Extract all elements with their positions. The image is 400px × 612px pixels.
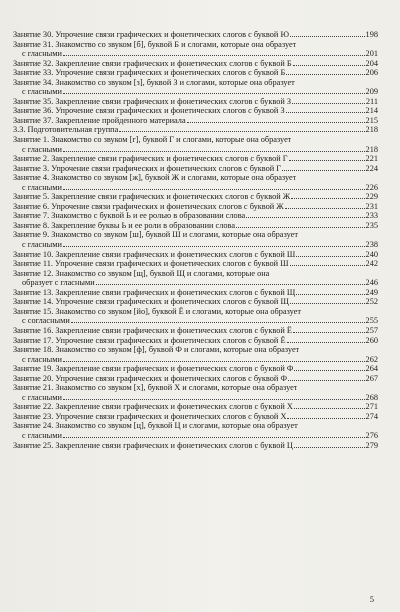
dot-leader bbox=[289, 160, 365, 161]
toc-entry bbox=[13, 78, 378, 88]
dot-leader bbox=[63, 246, 365, 247]
dot-leader bbox=[246, 217, 364, 218]
dot-leader bbox=[285, 208, 365, 209]
dot-leader bbox=[96, 284, 365, 285]
toc-entry bbox=[13, 393, 378, 403]
dot-leader bbox=[187, 122, 365, 123]
toc-entry-title: с гласными bbox=[22, 392, 62, 402]
toc-entry-page: 267 bbox=[365, 373, 378, 383]
dot-leader bbox=[286, 74, 364, 75]
toc-entry bbox=[13, 30, 378, 40]
toc-entry-title: с гласными bbox=[22, 182, 62, 192]
toc-entry-title: Занятие 9. Знакомство со звуком [ш], буквой Ш и слогами, которые она образует bbox=[13, 230, 298, 240]
toc-entry-title: Занятие 25. Закрепление связи графических и фонетических слогов с буквой Ц bbox=[13, 440, 293, 450]
toc-entry bbox=[13, 383, 378, 393]
toc-entry bbox=[13, 87, 378, 97]
dot-leader bbox=[286, 112, 365, 113]
page-number: 5 bbox=[369, 594, 374, 604]
toc-entry bbox=[13, 316, 378, 326]
toc-entry-title: Занятие 34. Знакомство со звуком [з], буквой З и слогами, которые она образует bbox=[13, 77, 295, 87]
dot-leader bbox=[63, 55, 365, 56]
dot-leader bbox=[296, 294, 364, 295]
toc-entry bbox=[13, 135, 378, 145]
toc-entry-title: Занятие 14. Упрочение связи графических и фонетических слогов с буквой Щ bbox=[13, 297, 289, 307]
toc-entry-page: 260 bbox=[365, 335, 378, 345]
toc-entry-page: 224 bbox=[365, 163, 378, 173]
toc-entry-title: с гласными bbox=[22, 87, 62, 97]
table-of-contents bbox=[13, 30, 378, 450]
toc-entry-title: Занятие 21. Знакомство со звуком [х], буквой Х и слогами, которые она образует bbox=[13, 383, 298, 393]
toc-entry-page: 221 bbox=[365, 154, 378, 164]
toc-entry-page: 235 bbox=[365, 220, 378, 230]
toc-entry bbox=[13, 106, 378, 116]
toc-entry-page: 218 bbox=[365, 125, 378, 135]
toc-entry bbox=[13, 402, 378, 412]
toc-entry-title: Занятие 23. Упрочение связи графических и фонетических слогов с буквой Х bbox=[13, 411, 287, 421]
dot-leader bbox=[294, 370, 364, 371]
toc-entry-title: Занятие 31. Знакомство со звуком [б], буквой Б и слогами, которые она образует bbox=[13, 39, 297, 49]
toc-entry-page: 240 bbox=[365, 249, 378, 259]
toc-entry-title: Занятие 15. Знакомство со звуком [йо], буквой Ё и слогами, которые она образует bbox=[13, 306, 301, 316]
toc-entry-title: с гласными bbox=[22, 430, 62, 440]
toc-entry-title: Занятие 7. Знакомство с буквой Ь и ее ролью в образовании слова bbox=[13, 211, 246, 221]
dot-leader bbox=[287, 342, 365, 343]
toc-entry bbox=[13, 374, 378, 384]
toc-entry-page: 231 bbox=[365, 201, 378, 211]
toc-entry-page: 264 bbox=[365, 364, 378, 374]
toc-entry-title: Занятие 36. Упрочение связи графических и фонетических слогов с буквой З bbox=[13, 106, 285, 116]
toc-entry-title: с гласными bbox=[22, 354, 62, 364]
toc-entry bbox=[13, 336, 378, 346]
dot-leader bbox=[288, 380, 365, 381]
dot-leader bbox=[287, 418, 364, 419]
toc-entry-title: Занятие 30. Упрочение связи графических и фонетических слогов с буквой Ю bbox=[13, 30, 289, 39]
toc-entry bbox=[13, 211, 378, 221]
toc-entry-page: 238 bbox=[365, 240, 378, 250]
toc-entry bbox=[13, 355, 378, 365]
toc-entry-page: 276 bbox=[365, 430, 378, 440]
toc-entry-title: 3.3. Подготовительная группа bbox=[13, 125, 119, 135]
toc-entry-page: 214 bbox=[365, 106, 378, 116]
toc-entry-title: Занятие 19. Закрепление связи графических и фонетических слогов с буквой Ф bbox=[13, 364, 294, 374]
toc-entry-title: Занятие 20. Упрочение связи графических и фонетических слогов с буквой Ф bbox=[13, 373, 288, 383]
toc-entry-page: 246 bbox=[365, 278, 378, 288]
toc-entry-title: Занятие 8. Закрепление буквы Ь и ее роли в образовании слова bbox=[13, 220, 236, 230]
toc-entry bbox=[13, 68, 378, 78]
toc-entry bbox=[13, 221, 378, 231]
toc-entry-title: с гласными bbox=[22, 144, 62, 154]
toc-entry-title: с гласными bbox=[22, 49, 62, 59]
toc-entry-page: 209 bbox=[365, 87, 378, 97]
toc-entry-page: 215 bbox=[365, 115, 378, 125]
toc-entry bbox=[13, 59, 378, 69]
toc-entry-page: 242 bbox=[365, 259, 378, 269]
toc-entry-page: 249 bbox=[365, 287, 378, 297]
dot-leader bbox=[290, 303, 365, 304]
toc-entry-title: Занятие 32. Закрепление связи графических и фонетических слогов с буквой Б bbox=[13, 58, 292, 68]
toc-entry-page: 262 bbox=[365, 354, 378, 364]
dot-leader bbox=[292, 103, 365, 104]
toc-entry-title: Занятие 6. Упрочение связи графических и фонетических слогов с буквой Ж bbox=[13, 201, 284, 211]
toc-entry bbox=[13, 364, 378, 374]
dot-leader bbox=[290, 36, 365, 37]
toc-entry-title: образует с гласными bbox=[22, 278, 95, 288]
toc-entry-title: Занятие 22. Закрепление связи графических и фонетических слогов с буквой Х bbox=[13, 402, 293, 412]
toc-entry bbox=[13, 421, 378, 431]
toc-entry bbox=[13, 183, 378, 193]
toc-entry-title: Занятие 11. Упрочение связи графических и фонетических слогов с буквой Ш bbox=[13, 259, 289, 269]
toc-entry bbox=[13, 202, 378, 212]
toc-entry-title: Занятие 13. Закрепление связи графических и фонетических слогов с буквой Щ bbox=[13, 287, 296, 297]
toc-entry bbox=[13, 97, 378, 107]
toc-entry-title: Занятие 18. Знакомство со звуком [ф], буквой Ф и слогами, которые она образует bbox=[13, 345, 300, 355]
toc-entry-page: 252 bbox=[365, 297, 378, 307]
toc-entry-title: Занятие 17. Упрочение связи графических и фонетических слогов с буквой Ё bbox=[13, 335, 286, 345]
toc-entry bbox=[13, 154, 378, 164]
toc-entry bbox=[13, 431, 378, 441]
dot-leader bbox=[63, 93, 365, 94]
toc-entry-title: Занятие 16. Закрепление связи графических и фонетических слогов с буквой Ё bbox=[13, 325, 292, 335]
toc-entry bbox=[13, 269, 378, 279]
dot-leader bbox=[63, 189, 365, 190]
toc-entry bbox=[13, 412, 378, 422]
toc-entry-page: 268 bbox=[365, 392, 378, 402]
toc-entry bbox=[13, 49, 378, 59]
dot-leader bbox=[71, 322, 365, 323]
toc-entry-title: Занятие 2. Закрепление связи графических и фонетических слогов с буквой Г bbox=[13, 154, 288, 164]
toc-entry-title: Занятие 12. Знакомство со звуком [щ], буквой Щ и слогами, которые она bbox=[13, 268, 270, 278]
toc-entry bbox=[13, 250, 378, 260]
toc-entry bbox=[13, 345, 378, 355]
dot-leader bbox=[63, 399, 365, 400]
toc-entry bbox=[13, 173, 378, 183]
toc-entry-title: Занятие 1. Знакомство со звуком [г], буквой Г и слогами, которые она образует bbox=[13, 135, 292, 145]
toc-entry-title: Занятие 37. Закрепление пройденного материала bbox=[13, 115, 186, 125]
dot-leader bbox=[291, 198, 364, 199]
toc-entry bbox=[13, 116, 378, 126]
toc-entry bbox=[13, 230, 378, 240]
toc-entry-title: с согласными bbox=[22, 316, 70, 326]
toc-entry-page: 274 bbox=[365, 411, 378, 421]
dot-leader bbox=[63, 151, 365, 152]
toc-entry-page: 229 bbox=[365, 192, 378, 202]
dot-leader bbox=[63, 361, 365, 362]
toc-entry-page: 255 bbox=[365, 316, 378, 326]
toc-entry bbox=[13, 192, 378, 202]
toc-entry-page: 257 bbox=[365, 325, 378, 335]
dot-leader bbox=[293, 65, 365, 66]
toc-entry-title: Занятие 4. Знакомство со звуком [ж], буквой Ж и слогами, которые она образует bbox=[13, 173, 297, 183]
toc-entry bbox=[13, 40, 378, 50]
dot-leader bbox=[282, 170, 364, 171]
toc-entry-page: 206 bbox=[365, 68, 378, 78]
toc-entry-title: Занятие 10. Закрепление связи графических и фонетических слогов с буквой Ш bbox=[13, 249, 296, 259]
dot-leader bbox=[296, 256, 364, 257]
toc-entry bbox=[13, 240, 378, 250]
dot-leader bbox=[119, 131, 364, 132]
toc-entry-title: Занятие 35. Закрепление связи графических и фонетических слогов с буквой З bbox=[13, 96, 292, 106]
toc-entry-page: 211 bbox=[365, 96, 378, 106]
toc-entry-title: Занятие 24. Знакомство со звуком [ц], буквой Ц и слогами, которые она образует bbox=[13, 421, 298, 431]
toc-entry bbox=[13, 441, 378, 451]
toc-entry bbox=[13, 125, 378, 135]
dot-leader bbox=[236, 227, 365, 228]
toc-entry-page: 271 bbox=[365, 402, 378, 412]
toc-entry bbox=[13, 145, 378, 155]
toc-entry bbox=[13, 278, 378, 288]
dot-leader bbox=[63, 437, 365, 438]
toc-entry-title: Занятие 5. Закрепление связи графических и фонетических слогов с буквой Ж bbox=[13, 192, 291, 202]
toc-entry-title: Занятие 3. Упрочение связи графических и фонетических слогов с буквой Г bbox=[13, 163, 282, 173]
toc-entry-title: с гласными bbox=[22, 240, 62, 250]
toc-entry-page: 233 bbox=[365, 211, 378, 221]
toc-entry bbox=[13, 164, 378, 174]
toc-entry-page: 218 bbox=[365, 144, 378, 154]
toc-entry-page: 201 bbox=[365, 49, 378, 59]
toc-entry bbox=[13, 259, 378, 269]
toc-entry-page: 198 bbox=[365, 30, 378, 39]
toc-entry-title: Занятие 33. Упрочение связи графических и фонетических слогов с буквой Б bbox=[13, 68, 286, 78]
toc-entry bbox=[13, 288, 378, 298]
dot-leader bbox=[293, 332, 365, 333]
toc-entry bbox=[13, 307, 378, 317]
dot-leader bbox=[294, 408, 365, 409]
toc-entry bbox=[13, 326, 378, 336]
toc-entry-page: 279 bbox=[365, 440, 378, 450]
dot-leader bbox=[294, 447, 365, 448]
toc-entry bbox=[13, 297, 378, 307]
dot-leader bbox=[290, 265, 365, 266]
toc-entry-page: 226 bbox=[365, 182, 378, 192]
toc-entry-page: 204 bbox=[365, 58, 378, 68]
